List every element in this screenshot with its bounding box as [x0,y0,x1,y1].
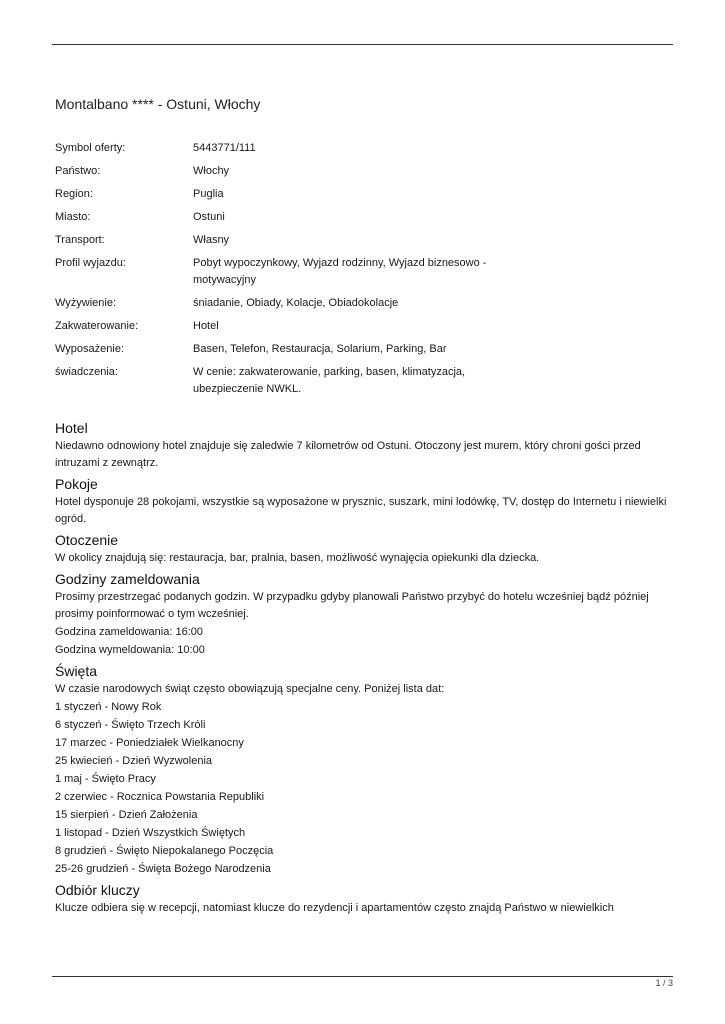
content-section [55,474,670,528]
spec-row [55,318,655,335]
spec-value: śniadanie, Obiady, Kolacje, Obiadokolacje [193,297,399,309]
spec-value: 5443771/111 [193,142,256,154]
spec-label: Profil wyjazdu: [55,257,126,269]
bottom-rule [52,976,673,977]
section-text: 1 listopad - Dzień Wszystkich Świętych [55,827,246,839]
spec-label: Zakwaterowanie: [55,320,139,332]
spec-label: Wyposażenie: [55,343,124,355]
spec-row [55,140,655,157]
section-text: 2 czerwiec - Rocznica Powstania Republiki [55,791,265,803]
spec-label: Transport: [55,234,105,246]
spec-row [55,341,655,358]
spec-row [55,163,655,180]
spec-row [55,209,655,226]
section-text: 1 maj - Święto Pracy [55,773,156,785]
spec-row [55,255,655,289]
content-section [55,569,670,659]
spec-label: Region: [55,188,93,200]
section-text: 1 styczeń - Nowy Rok [55,701,162,713]
spec-value: Hotel [193,320,219,332]
page-title: Montalbano **** - Ostuni, Włochy [55,96,261,112]
spec-value: Ostuni [193,211,225,223]
page-number: 1 / 3 [655,978,673,988]
section-text: Godzina zameldowania: 16:00 [55,626,203,638]
spec-label: Państwo: [55,165,101,177]
section-text: Prosimy przestrzegać podanych godzin. W przypadku gdyby planowali Państwo przybyć do hotelu wcześniej bądź później prosimy poinformować o tym wcześniej. [55,591,649,620]
section-text: 8 grudzień - Święto Niepokalanego Poczęcia [55,845,274,857]
section-heading: Otoczenie [55,532,119,548]
content-section [55,418,670,472]
spec-label: Miasto: [55,211,91,223]
section-text: Niedawno odnowiony hotel znajduje się zaledwie 7 kilometrów od Ostuni. Otoczony jest murem, który chroni gości przed intruzami z zewnątrz. [55,440,641,469]
spec-value: Włochy [193,165,230,177]
spec-label: Wyżywienie: [55,297,117,309]
spec-value: Basen, Telefon, Restauracja, Solarium, Parking, Bar [193,343,447,355]
section-text: Hotel dysponuje 28 pokojami, wszystkie są wyposażone w prysznic, suszark, mini lodówkę, TV, dostęp do Internetu i niewielki ogród. [55,496,667,525]
spec-label: świadczenia: [55,366,118,378]
section-text: 25-26 grudzień - Święta Bożego Narodzenia [55,863,271,875]
section-text: 15 sierpień - Dzień Założenia [55,809,198,821]
section-heading: Hotel [55,420,88,436]
section-heading: Pokoje [55,476,98,492]
spec-row [55,232,655,249]
spec-row [55,186,655,203]
section-text: 6 styczeń - Święto Trzech Króli [55,719,206,731]
spec-value: Pobyt wypoczynkowy, Wyjazd rodzinny, Wyjazd biznesowo - motywacyjny [193,257,487,286]
spec-value: W cenie: zakwaterowanie, parking, basen, klimatyzacja, ubezpieczenie NWKL. [193,366,466,395]
section-heading: Święta [55,663,98,679]
content-section [55,530,670,567]
section-heading: Godziny zameldowania [55,571,200,587]
spec-label: Symbol oferty: [55,142,126,154]
section-text: 25 kwiecień - Dzień Wyzwolenia [55,755,213,767]
section-text: Klucze odbiera się w recepcji, natomiast klucze do rezydencji i apartamentów często znajdą Państwo w niewielkich [55,902,614,914]
top-rule [52,44,673,45]
section-text: W czasie narodowych świąt często obowiązują specjalne ceny. Poniżej lista dat: [55,683,445,695]
spec-row [55,295,655,312]
spec-value: Własny [193,234,230,246]
section-heading: Odbiór kluczy [55,882,140,898]
section-text: Godzina wymeldowania: 10:00 [55,644,205,656]
content-section [55,661,670,878]
content-section [55,880,670,917]
section-text: 17 marzec - Poniedziałek Wielkanocny [55,737,244,749]
spec-row [55,364,655,398]
spec-value: Puglia [193,188,224,200]
description-content [55,418,670,919]
section-text: W okolicy znajdują się: restauracja, bar, pralnia, basen, możliwość wynajęcia opiekunki dla dziecka. [55,552,540,564]
offer-details [55,140,655,404]
